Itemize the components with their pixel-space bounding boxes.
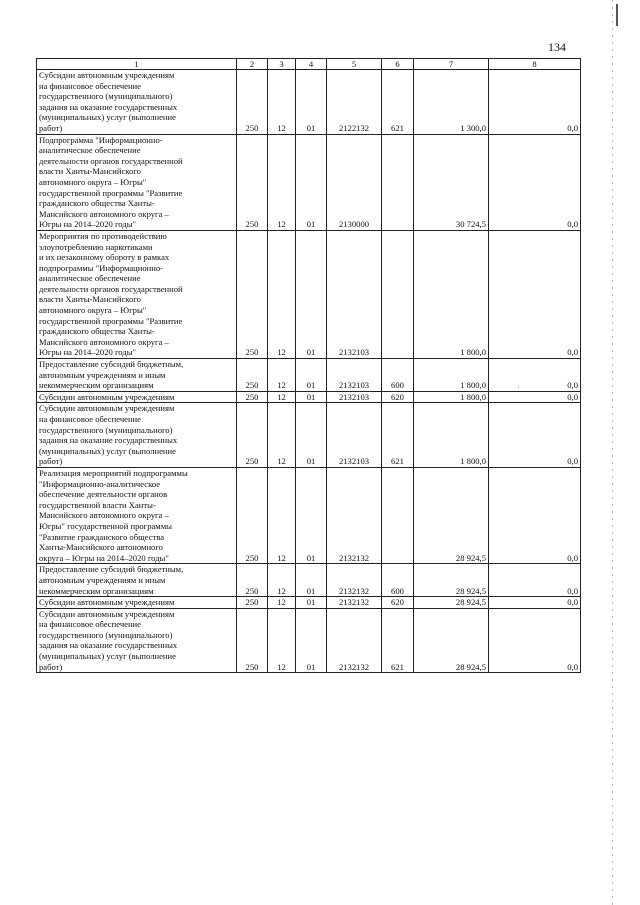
row-name-cell xyxy=(37,359,237,392)
grbs-code: 250 xyxy=(237,134,268,230)
section-code: 12 xyxy=(268,597,296,609)
amount-value: 28 924,5 xyxy=(414,564,489,597)
table-row xyxy=(37,597,581,609)
row-name-cell xyxy=(37,70,237,135)
amount-secondary-value: 0,0 xyxy=(489,597,581,609)
amount-secondary-value: 0,0 xyxy=(489,564,581,597)
subsection-code: 01 xyxy=(296,467,327,563)
section-code: 12 xyxy=(268,403,296,468)
row-name: Субсидии автономным учреждениям на финансовое обеспечение государственного (муниципального) задания на оказание государственных (муниципальных) услуг (выполнение работ) xyxy=(39,403,178,467)
row-name: Мероприятия по противодействию злоупотреблению наркотиками и их незаконному обороту в рамках подпрограммы "Информационно- аналитическое обеспечение деятельности органов государственной власти Ханты-Мансийского автономного округа – Югры" государственной программы "Развитие гражданского общества Ханты- Мансийского автономного округа – Югры на 2014–2020 годы" xyxy=(39,230,183,358)
row-name-cell xyxy=(37,134,237,230)
header-col-5: 5 xyxy=(327,59,382,70)
grbs-code: 250 xyxy=(237,359,268,392)
grbs-code: 250 xyxy=(237,230,268,358)
budget-table xyxy=(36,58,581,673)
header-col-6: 6 xyxy=(382,59,414,70)
grbs-code: 250 xyxy=(237,564,268,597)
expense-type-code xyxy=(382,467,414,563)
target-article-code: 2132132 xyxy=(327,608,382,673)
target-article-code: 2132103 xyxy=(327,230,382,358)
target-article-code: 2132103 xyxy=(327,359,382,392)
header-col-8: 8 xyxy=(489,59,581,70)
subsection-code: 01 xyxy=(296,597,327,609)
amount-secondary-value: 0,0 xyxy=(489,359,581,392)
amount-value: 1 800,0 xyxy=(414,403,489,468)
expense-type-code: 620 xyxy=(382,597,414,609)
subsection-code: 01 xyxy=(296,391,327,403)
header-col-4: 4 xyxy=(296,59,327,70)
amount-value: 1 300,0 xyxy=(414,70,489,135)
table-row xyxy=(37,608,581,673)
subsection-code: 01 xyxy=(296,403,327,468)
amount-value: 28 924,5 xyxy=(414,597,489,609)
row-name-cell xyxy=(37,564,237,597)
expense-type-code: 621 xyxy=(382,403,414,468)
section-code: 12 xyxy=(268,564,296,597)
row-name: Субсидии автономным учреждениям xyxy=(39,597,175,608)
row-name-cell xyxy=(37,403,237,468)
row-name-cell xyxy=(37,467,237,563)
amount-secondary-value: 0,0 xyxy=(489,134,581,230)
row-name-cell xyxy=(37,608,237,673)
grbs-code: 250 xyxy=(237,467,268,563)
expense-type-code xyxy=(382,134,414,230)
table-header-row xyxy=(37,59,581,70)
target-article-code: 2130000 xyxy=(327,134,382,230)
target-article-code: 2132103 xyxy=(327,391,382,403)
amount-secondary-value: 0,0 xyxy=(489,467,581,563)
table-row xyxy=(37,564,581,597)
section-code: 12 xyxy=(268,608,296,673)
target-article-code: 2132103 xyxy=(327,403,382,468)
header-col-3: 3 xyxy=(268,59,296,70)
amount-value: 1 800,0 xyxy=(414,359,489,392)
grbs-code: 250 xyxy=(237,597,268,609)
amount-value: 30 724,5 xyxy=(414,134,489,230)
expense-type-code: 620 xyxy=(382,391,414,403)
row-name: Предоставление субсидий бюджетным, автономным учреждениям и иным некоммерческим организациям xyxy=(39,359,184,391)
table-row xyxy=(37,467,581,563)
header-col-7: 7 xyxy=(414,59,489,70)
grbs-code: 250 xyxy=(237,608,268,673)
row-name: Реализация мероприятий подпрограммы "Информационно-аналитическое обеспечение деятельности органов государственной власти Ханты- Мансийского автономного округа – Югры" государственной программы "Развитие гражданского общества Ханты-Мансийского автономного округа – Югры на 2014–2020 годы" xyxy=(39,467,188,563)
table-row xyxy=(37,403,581,468)
amount-value: 28 924,5 xyxy=(414,608,489,673)
section-code: 12 xyxy=(268,230,296,358)
section-code: 12 xyxy=(268,70,296,135)
table-row xyxy=(37,230,581,358)
row-name: Субсидии автономным учреждениям xyxy=(39,391,175,402)
amount-secondary-value: 0,0 xyxy=(489,608,581,673)
table-row xyxy=(37,134,581,230)
subsection-code: 01 xyxy=(296,359,327,392)
expense-type-code: 600 xyxy=(382,564,414,597)
page-number: 134 xyxy=(548,40,566,54)
table-row xyxy=(37,70,581,135)
table-row xyxy=(37,359,581,392)
scan-edge-line xyxy=(612,0,613,905)
expense-type-code: 600 xyxy=(382,359,414,392)
section-code: 12 xyxy=(268,391,296,403)
target-article-code: 2132132 xyxy=(327,467,382,563)
subsection-code: 01 xyxy=(296,608,327,673)
expense-type-code: 621 xyxy=(382,608,414,673)
expense-type-code: 621 xyxy=(382,70,414,135)
amount-value: 1 800,0 xyxy=(414,230,489,358)
amount-value: 28 924,5 xyxy=(414,467,489,563)
row-name: Субсидии автономным учреждениям на финансовое обеспечение государственного (муниципального) задания на оказание государственных (муниципальных) услуг (выполнение работ) xyxy=(39,608,178,672)
amount-secondary-value: 0,0 xyxy=(489,391,581,403)
subsection-code: 01 xyxy=(296,134,327,230)
section-code: 12 xyxy=(268,467,296,563)
scan-dot-mark: · xyxy=(517,383,520,392)
grbs-code: 250 xyxy=(237,70,268,135)
subsection-code: 01 xyxy=(296,70,327,135)
target-article-code: 2132132 xyxy=(327,597,382,609)
amount-secondary-value: 0,0 xyxy=(489,230,581,358)
grbs-code: 250 xyxy=(237,391,268,403)
subsection-code: 01 xyxy=(296,564,327,597)
row-name: Предоставление субсидий бюджетным, автономным учреждениям и иным некоммерческим организациям xyxy=(39,564,184,596)
row-name-cell xyxy=(37,391,237,403)
subsection-code: 01 xyxy=(296,230,327,358)
target-article-code: 2122132 xyxy=(327,70,382,135)
row-name-cell xyxy=(37,597,237,609)
row-name: Субсидии автономным учреждениям на финансовое обеспечение государственного (муниципального) задания на оказание государственных (муниципальных) услуг (выполнение работ) xyxy=(39,70,178,133)
expense-type-code xyxy=(382,230,414,358)
amount-secondary-value: 0,0 xyxy=(489,403,581,468)
amount-secondary-value: 0,0 xyxy=(489,70,581,135)
amount-value: 1 800,0 xyxy=(414,391,489,403)
row-name-cell xyxy=(37,230,237,358)
header-col-2: 2 xyxy=(237,59,268,70)
header-col-1: 1 xyxy=(37,59,237,70)
row-name: Подпрограмма "Информационно- аналитическое обеспечение деятельности органов государственной власти Ханты-Мансийского автономного округа – Югры" государственной программы "Развитие гражданского общества Ханты- Мансийского автономного округа – Югры на 2014–2020 годы" xyxy=(39,134,183,230)
section-code: 12 xyxy=(268,134,296,230)
grbs-code: 250 xyxy=(237,403,268,468)
section-code: 12 xyxy=(268,359,296,392)
target-article-code: 2132132 xyxy=(327,564,382,597)
table-row xyxy=(37,391,581,403)
